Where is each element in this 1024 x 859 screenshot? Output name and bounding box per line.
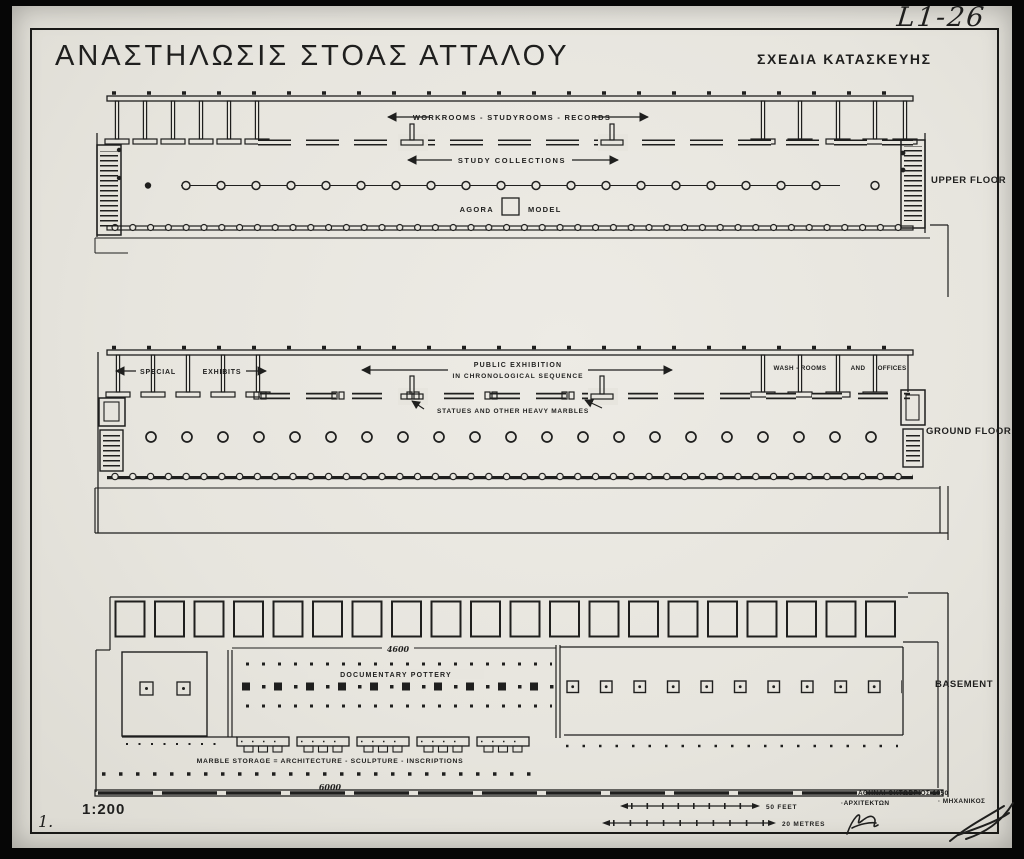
basement-pier-hall <box>560 647 903 746</box>
pottery-dimension: 4600 <box>386 644 410 654</box>
basement-pottery-area <box>228 644 560 738</box>
marble-dimension: 6000 <box>318 782 342 792</box>
upper-stair-right <box>901 140 925 228</box>
metres-scale-bar <box>602 820 825 828</box>
washrooms-label: WASH - ROOMS <box>773 365 827 372</box>
engineer-signature <box>950 803 1013 841</box>
page-number: 1. <box>38 812 54 831</box>
upper-inner-colonnade <box>145 179 879 192</box>
upper-stair-left <box>97 145 121 235</box>
ground-special-exhibits-annotation <box>116 369 266 376</box>
ground-pier-wall <box>260 376 910 405</box>
basement-outer-walls <box>96 597 110 792</box>
workrooms-label: WORKROOMS - STUDYROOMS - RECORDS <box>412 113 612 122</box>
arrow-right-icon <box>768 820 776 826</box>
ground-public-exhibition-annotation <box>362 362 672 380</box>
arrow-left-icon <box>620 803 628 809</box>
study-collections-label: STUDY COLLECTIONS <box>457 156 567 165</box>
upper-pier-wall <box>258 124 913 151</box>
model-box-icon <box>502 198 519 215</box>
architect-label: ·ΑΡΧΙΤΕΚΤΩΝ <box>841 800 890 807</box>
upper-agora-model <box>460 198 562 215</box>
ground-floor-label: GROUND FLOOR <box>926 426 1012 437</box>
statues-label: STATUES AND OTHER HEAVY MARBLES <box>437 408 589 415</box>
model-label: MODEL <box>528 205 562 214</box>
basement-floor-label: BASEMENT <box>935 679 994 690</box>
page-title: ΑΝΑΣΤΗΛΩΣΙΣ ΣΤΟΑΣ ΑΤΤΑΛΟΥ <box>55 40 570 72</box>
offices-label: OFFICES <box>877 365 907 372</box>
basement-top-foundations <box>110 593 948 797</box>
basement-marble-storage <box>102 737 540 792</box>
ground-entrance-right <box>901 390 925 467</box>
arrow-left-icon <box>602 820 610 826</box>
feet-scale-bar <box>620 803 797 811</box>
engineer-label: · ΜΗΧΑΝΙΚΟΣ <box>938 798 986 805</box>
place-date-label: ΑΘΗΝΑΙ ΟΚΤΩΒΡΙΟΣ 1950 <box>858 790 949 797</box>
feet-label: 50 FEET <box>766 804 798 811</box>
exhibits-label: EXHIBITS <box>202 369 242 376</box>
ground-front-colonnade <box>107 470 913 483</box>
upper-terrace-lines <box>95 225 948 297</box>
sheet-number: L1-26 <box>895 2 988 33</box>
architect-signature <box>847 815 878 834</box>
and-label: AND <box>850 365 866 372</box>
upper-floor-label: UPPER FLOOR <box>931 175 1007 186</box>
upper-floor-plan <box>88 86 954 300</box>
ground-inner-colonnade <box>142 429 882 445</box>
ground-floor-plan <box>88 340 954 552</box>
special-label: SPECIAL <box>140 369 176 376</box>
public-exhibition-line2: IN CHRONOLOGICAL SEQUENCE <box>452 373 584 380</box>
page-subtitle: ΣΧΕΔΙΑ ΚΑΤΑΣΚΕΥΗΣ <box>757 51 932 67</box>
basement-left-room <box>122 652 222 744</box>
upper-study-annotation <box>408 156 618 165</box>
upper-front-colonnade <box>107 221 913 234</box>
pottery-label: DOCUMENTARY POTTERY <box>340 672 452 679</box>
agora-label: AGORA <box>459 205 494 214</box>
upper-workrooms-annotation <box>388 113 648 122</box>
metres-label: 20 METRES <box>782 821 826 828</box>
scale-text: 1:200 <box>82 801 126 818</box>
ground-entrance-left <box>99 398 125 471</box>
marble-storage-label: MARBLE STORAGE = ARCHITECTURE - SCULPTURE - INSCRIPTIONS <box>196 758 464 765</box>
arrow-right-icon <box>752 803 760 809</box>
public-exhibition-line1: PUBLIC EXHIBITION <box>473 362 563 369</box>
ground-terrace-lines <box>95 486 948 540</box>
basement-plan <box>88 590 954 805</box>
upper-back-room-partitions <box>105 101 917 144</box>
footer-graphics <box>595 786 1023 856</box>
